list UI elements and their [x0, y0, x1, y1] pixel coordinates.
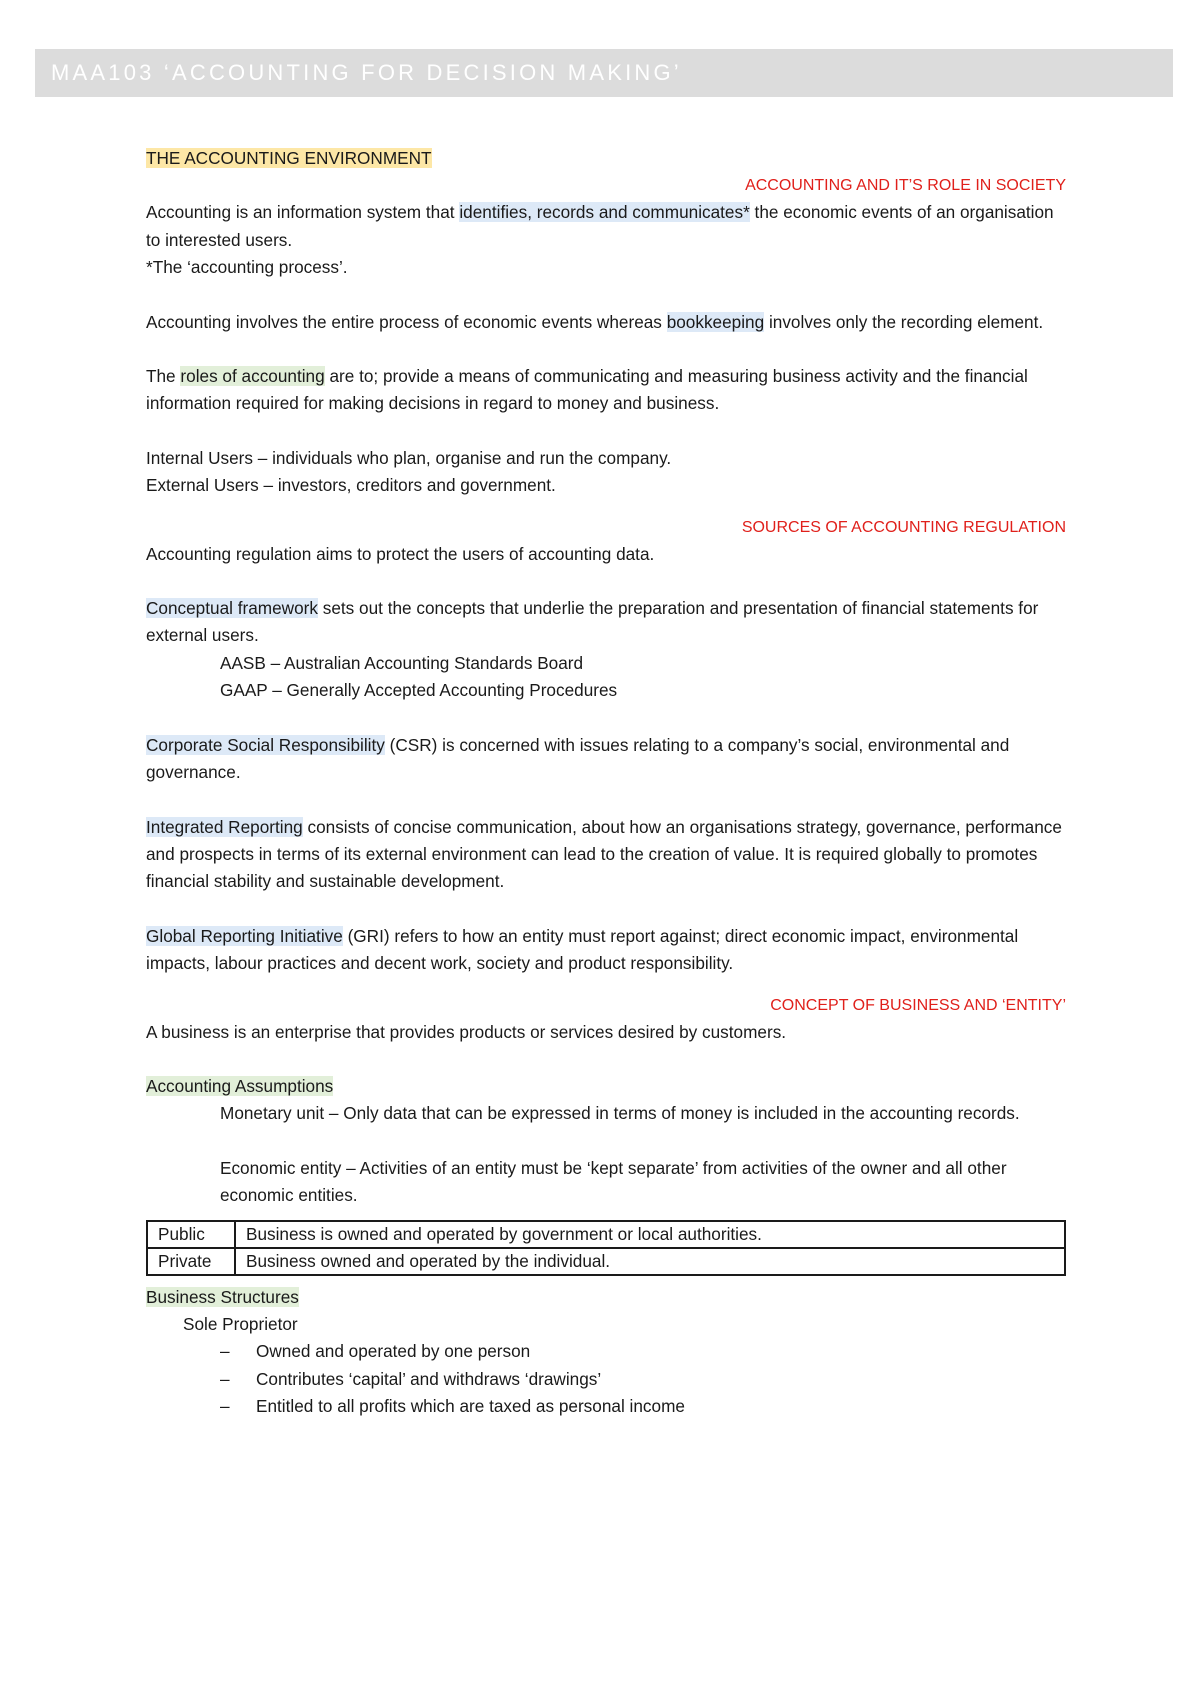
highlight-roles: roles of accounting	[180, 366, 325, 387]
paragraph-roles: The roles of accounting are to; provide a means of communicating and measuring business activity and the financial information required for making decisions in regard to money and business.	[146, 366, 1028, 414]
highlight-bookkeeping: bookkeeping	[666, 311, 765, 332]
section-title-role: ACCOUNTING AND IT’S ROLE IN SOCIETY	[745, 177, 1066, 195]
structures-heading: Business Structures	[146, 1286, 299, 1307]
highlight-integrated-reporting: Integrated Reporting	[146, 816, 303, 837]
assumptions-heading: Accounting Assumptions	[146, 1075, 334, 1096]
regulation-intro: Accounting regulation aims to protect the users of accounting data.	[146, 543, 655, 564]
external-users: External Users – investors, creditors and government.	[146, 475, 556, 496]
highlight-accounting-process: identifies, records and communicates*	[459, 202, 750, 223]
note-accounting-process: *The ‘accounting process’.	[146, 257, 348, 278]
document-title: MAA103 ‘ACCOUNTING FOR DECISION MAKING’	[51, 60, 682, 85]
paragraph-integrated-reporting: Integrated Reporting consists of concise communication, about how an organisations strategy, governance, performance and prospects in terms of its external environment can lead to the creation of value. It is required globally to promotes financial stability and sustainable development.	[146, 816, 1062, 892]
highlight-csr: Corporate Social Responsibility	[146, 734, 385, 755]
sole-proprietor-list	[146, 1338, 1066, 1420]
sole-proprietor-label: Sole Proprietor	[183, 1313, 298, 1334]
dash-marker: –	[220, 1341, 230, 1362]
paragraph-definition: Accounting is an information system that identifies, records and communicates* the economic events of an organisation to interested users.	[146, 202, 1054, 250]
highlight-gri: Global Reporting Initiative	[146, 925, 343, 946]
table-row	[147, 1248, 1065, 1275]
list-item: – Owned and operated by one person	[256, 1338, 1066, 1365]
header-bar	[35, 49, 1173, 97]
main-heading: THE ACCOUNTING ENVIRONMENT	[146, 148, 432, 168]
internal-users: Internal Users – individuals who plan, organise and run the company.	[146, 447, 672, 468]
table-row	[147, 1221, 1065, 1248]
list-item: – Contributes ‘capital’ and withdraws ‘drawings’	[256, 1366, 1066, 1393]
highlight-conceptual-framework: Conceptual framework	[146, 598, 318, 619]
paragraph-gri: Global Reporting Initiative (GRI) refers to how an entity must report against; direct economic impact, environmental impacts, labour practices and decent work, society and product responsibility.	[146, 925, 1019, 974]
table-cell-label: Public	[147, 1221, 235, 1248]
dash-marker: –	[220, 1396, 230, 1417]
business-intro: A business is an enterprise that provides products or services desired by customers.	[146, 1021, 787, 1042]
business-type-table	[146, 1220, 1066, 1276]
assumption-economic-entity: Economic entity – Activities of an entity must be ‘kept separate’ from activities of the owner and all other economic entities.	[220, 1157, 1007, 1206]
dash-marker: –	[220, 1368, 230, 1389]
assumption-monetary-unit: Monetary unit – Only data that can be expressed in terms of money is included in the accounting records.	[220, 1103, 1020, 1124]
gaap-line: GAAP – Generally Accepted Accounting Procedures	[220, 680, 618, 701]
document-content	[146, 145, 1066, 1421]
aasb-line: AASB – Australian Accounting Standards Board	[220, 652, 584, 673]
table-cell-text: Business owned and operated by the individual.	[235, 1248, 1065, 1275]
list-item: – Entitled to all profits which are taxed as personal income	[256, 1393, 1066, 1420]
table-cell-text: Business is owned and operated by government or local authorities.	[235, 1221, 1065, 1248]
section-title-entity: CONCEPT OF BUSINESS AND ‘ENTITY’	[770, 996, 1066, 1014]
paragraph-csr: Corporate Social Responsibility (CSR) is concerned with issues relating to a company’s social, environmental and governance.	[146, 734, 1010, 783]
paragraph-conceptual-framework: Conceptual framework sets out the concepts that underlie the preparation and presentation of financial statements for external users.	[146, 598, 1039, 646]
table-cell-label: Private	[147, 1248, 235, 1275]
paragraph-bookkeeping: Accounting involves the entire process of economic events whereas bookkeeping involves only the recording element.	[146, 311, 1044, 332]
section-title-regulation: SOURCES OF ACCOUNTING REGULATION	[741, 518, 1066, 536]
